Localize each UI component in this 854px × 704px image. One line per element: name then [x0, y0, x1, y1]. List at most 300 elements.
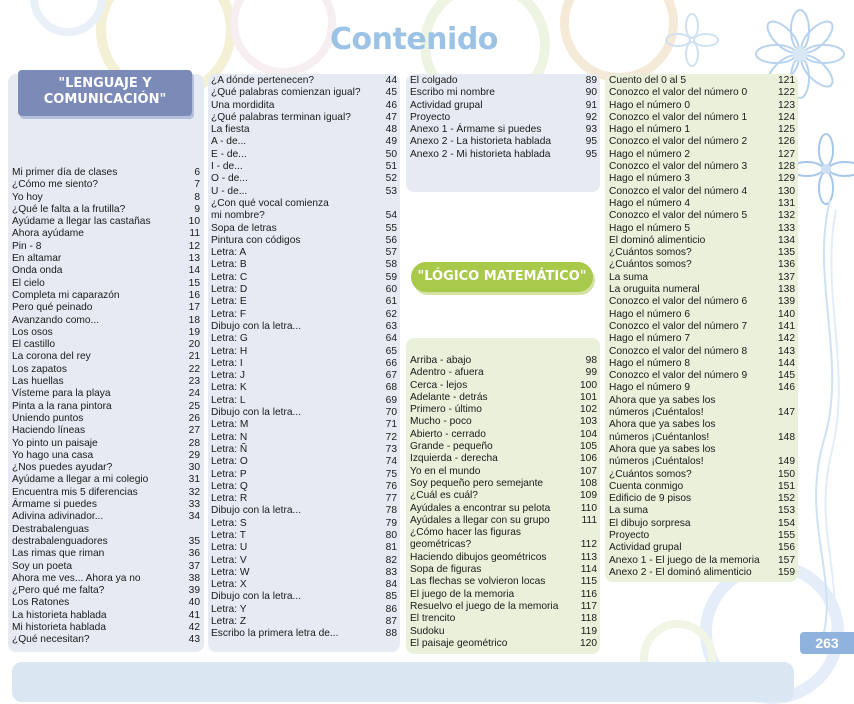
toc-entry — [410, 601, 597, 613]
toc-entry-title: El juego de la memoria — [410, 588, 515, 600]
toc-entry-title: Pero qué peinado — [12, 302, 93, 314]
toc-entry-title: Hago el número 0 — [609, 99, 690, 111]
toc-entry — [609, 370, 795, 382]
toc-entry — [211, 124, 397, 136]
toc-entry — [609, 100, 795, 112]
toc-entry-title: Resuelvo el juego de la memoria — [410, 600, 559, 612]
toc-entry-page: 101 — [580, 391, 597, 403]
toc-entry — [12, 315, 200, 327]
toc-entry-page: 55 — [385, 222, 397, 234]
toc-entry — [609, 75, 795, 87]
toc-entry-page: 21 — [188, 351, 200, 363]
toc-entry-title: Cuenta conmigo — [609, 480, 684, 492]
toc-entry-title: Adelante - detrás — [410, 391, 488, 403]
toc-entry-title: Adivina adivinador... — [12, 511, 104, 523]
toc-entry — [211, 186, 397, 198]
toc-entry-page: 151 — [778, 480, 795, 492]
toc-entry — [211, 591, 397, 603]
toc-entry-title: Las rimas que riman — [12, 548, 105, 560]
toc-entry — [12, 610, 200, 622]
toc-entry-page: 46 — [385, 99, 397, 111]
toc-entry-title: Anexo 2 - La historieta hablada — [410, 136, 552, 148]
toc-entry-page: 157 — [778, 554, 795, 566]
toc-entry-title: Proyecto — [609, 529, 650, 541]
toc-entry-page: 137 — [778, 271, 795, 283]
toc-entry — [609, 358, 795, 370]
toc-entry-page: 123 — [778, 99, 795, 111]
toc-entry-page: 114 — [580, 564, 597, 576]
toc-entry — [211, 149, 397, 161]
toc-entry-title: Adentro - afuera — [410, 367, 484, 379]
toc-entry-title: U - de... — [211, 185, 248, 197]
toc-entry-title: Actividad grupal — [410, 99, 483, 111]
toc-entry — [410, 404, 597, 416]
toc-entry-page: 111 — [581, 514, 597, 526]
toc-entry — [12, 561, 200, 573]
toc-entry-page: 124 — [778, 111, 795, 123]
toc-entry — [211, 469, 397, 481]
toc-entry-title: Pintura con códigos — [211, 234, 301, 246]
toc-entry-title: Letra: U — [211, 542, 248, 554]
toc-entry-page: 38 — [188, 572, 200, 584]
toc-entry-title: Letra: C — [211, 271, 248, 283]
toc-entry — [12, 290, 200, 302]
footer-band — [12, 662, 794, 702]
toc-entry — [12, 278, 200, 290]
toc-entry-title: Conozco el valor del número 6 — [609, 296, 748, 308]
toc-entry-page: 57 — [385, 247, 397, 259]
toc-entry-page: 30 — [188, 462, 200, 474]
toc-entry — [609, 456, 795, 468]
toc-entry-page: 37 — [188, 560, 200, 572]
toc-entry-title: Edificio de 9 pisos — [609, 493, 692, 505]
toc-entry-page: 23 — [188, 376, 200, 388]
toc-entry — [609, 530, 795, 542]
toc-entry-title: Hago el número 9 — [609, 382, 690, 394]
toc-entry-title: Yo pinto un paisaje — [12, 437, 98, 449]
toc-entry — [410, 564, 597, 576]
toc-entry-page: 153 — [778, 505, 795, 517]
toc-entry-title: Ahora me ves... Ahora ya no — [12, 572, 141, 584]
toc-entry-title: ¿Cuántos somos? — [609, 247, 692, 259]
toc-entry — [211, 481, 397, 493]
decorative-circle — [560, 0, 678, 82]
toc-entry-page: 79 — [385, 517, 397, 529]
toc-entry-page: 67 — [385, 370, 397, 382]
toc-entry-page: 71 — [385, 419, 397, 431]
toc-entry-page: 27 — [188, 425, 200, 437]
toc-entry — [12, 536, 200, 548]
toc-entry-title: La oruguita numeral — [609, 284, 700, 296]
toc-entry-title: El cielo — [12, 277, 45, 289]
toc-entry — [211, 456, 397, 468]
toc-entry — [12, 438, 200, 450]
toc-entry-page: 6 — [194, 167, 200, 178]
toc-entry-page: 76 — [385, 480, 397, 492]
toc-entry-page: 104 — [580, 428, 597, 440]
toc-entry — [410, 87, 597, 99]
toc-entry — [609, 518, 795, 530]
toc-entry-title: Mi historieta hablada — [12, 621, 107, 633]
toc-column-3-top — [410, 75, 597, 161]
toc-entry-title: Yo hoy — [12, 191, 43, 203]
toc-entry — [211, 358, 397, 370]
toc-entry-page: 33 — [188, 499, 200, 511]
toc-entry — [12, 179, 200, 191]
toc-entry-title: Yo en el mundo — [410, 465, 481, 477]
toc-entry-page: 121 — [778, 75, 795, 86]
toc-entry-title: Cerca - lejos — [410, 379, 468, 391]
toc-entry — [609, 444, 795, 456]
decorative-circle — [30, 0, 106, 36]
toc-entry — [609, 407, 795, 419]
toc-entry — [12, 597, 200, 609]
toc-entry-page: 52 — [385, 173, 397, 185]
toc-entry-page: 40 — [188, 597, 200, 609]
toc-entry — [410, 515, 597, 527]
toc-entry-page: 11 — [189, 228, 200, 240]
toc-entry — [12, 401, 200, 413]
toc-entry-title: Letra: Q — [211, 480, 248, 492]
toc-entry — [211, 407, 397, 419]
toc-entry-title: Actividad grupal — [609, 542, 682, 554]
toc-entry-page: 116 — [580, 588, 597, 600]
toc-entry-title: Letra: O — [211, 456, 248, 468]
toc-entry-page: 83 — [385, 566, 397, 578]
toc-entry — [609, 235, 795, 247]
toc-entry-page: 80 — [385, 529, 397, 541]
toc-entry-page: 73 — [385, 443, 397, 455]
toc-entry — [211, 604, 397, 616]
toc-entry-page: 44 — [385, 75, 397, 86]
toc-entry-page: 45 — [385, 87, 397, 99]
toc-entry-title: ¿Nos puedes ayudar? — [12, 462, 113, 474]
toc-entry-page: 64 — [385, 333, 397, 345]
toc-entry-page: 78 — [385, 505, 397, 517]
toc-entry-title: Hago el número 1 — [609, 124, 690, 136]
toc-entry — [12, 192, 200, 204]
toc-entry-page: 146 — [778, 382, 795, 394]
toc-entry-title: Haciendo líneas — [12, 425, 86, 437]
toc-entry — [410, 100, 597, 112]
toc-entry-page: 103 — [580, 416, 597, 428]
toc-entry-title: Letra: N — [211, 431, 248, 443]
toc-entry-page: 102 — [580, 404, 597, 416]
toc-entry — [211, 382, 397, 394]
toc-entry-page: 142 — [778, 333, 795, 345]
toc-entry-page: 61 — [385, 296, 397, 308]
toc-entry-page: 95 — [585, 148, 597, 160]
toc-entry-page: 135 — [778, 247, 795, 259]
toc-entry — [12, 425, 200, 437]
toc-entry — [410, 576, 597, 588]
toc-entry — [12, 302, 200, 314]
toc-entry-title: ¿Cuántos somos? — [609, 468, 692, 480]
toc-entry — [609, 505, 795, 517]
toc-entry-title: ¿Cuál es cuál? — [410, 490, 478, 502]
toc-entry-title: Hago el número 2 — [609, 148, 690, 160]
toc-entry — [12, 216, 200, 228]
toc-entry — [609, 186, 795, 198]
toc-entry-page: 81 — [385, 542, 397, 554]
toc-entry-page: 150 — [778, 468, 795, 480]
toc-entry — [211, 198, 397, 210]
toc-entry-page: 8 — [194, 191, 200, 203]
toc-entry — [410, 355, 597, 367]
toc-entry-page: 22 — [188, 363, 200, 375]
toc-entry — [609, 259, 795, 271]
flower-decoration-icon — [664, 12, 720, 68]
toc-entry-page: 60 — [385, 284, 397, 296]
toc-entry-page: 32 — [188, 486, 200, 498]
toc-entry-title: Dibujo con la letra... — [211, 407, 302, 419]
toc-entry — [410, 429, 597, 441]
toc-entry-title: Letra: T — [211, 529, 246, 541]
toc-entry — [12, 339, 200, 351]
toc-entry-title: Conozco el valor del número 7 — [609, 320, 748, 332]
toc-entry — [12, 450, 200, 462]
toc-entry-page: 93 — [585, 124, 597, 136]
toc-entry — [410, 552, 597, 564]
toc-entry-title: Mi primer día de clases — [12, 167, 118, 178]
toc-entry — [12, 364, 200, 376]
toc-entry — [609, 223, 795, 235]
toc-entry-title: Arriba - abajo — [410, 355, 472, 366]
toc-entry-title: Letra: S — [211, 517, 247, 529]
toc-entry-page: 59 — [385, 271, 397, 283]
toc-entry — [211, 112, 397, 124]
toc-entry — [609, 198, 795, 210]
toc-entry-title: Letra: P — [211, 468, 247, 480]
toc-entry-page: 129 — [778, 173, 795, 185]
decorative-circle — [230, 0, 336, 76]
toc-entry — [12, 241, 200, 253]
toc-entry-page: 138 — [778, 284, 795, 296]
toc-entry-title: Los osos — [12, 326, 53, 338]
toc-entry-page: 14 — [188, 265, 200, 277]
toc-entry-title: ¿Cómo hacer las figuras — [410, 527, 521, 539]
toc-entry-title: Conozco el valor del número 1 — [609, 111, 748, 123]
toc-entry-page: 149 — [778, 456, 795, 468]
toc-entry-title: En altamar — [12, 253, 62, 265]
toc-entry — [211, 87, 397, 99]
toc-entry — [12, 634, 200, 646]
toc-entry — [609, 469, 795, 481]
toc-entry-page: 53 — [385, 185, 397, 197]
toc-entry-title: Letra: V — [211, 554, 247, 566]
toc-entry-title: Los Ratones — [12, 597, 70, 609]
toc-entry-title: A - de... — [211, 136, 247, 148]
toc-entry-title: Anexo 1 - Ármame si puedes — [410, 124, 542, 136]
toc-entry-page: 28 — [188, 437, 200, 449]
toc-entry-page: 85 — [385, 591, 397, 603]
toc-entry — [211, 444, 397, 456]
toc-entry-page: 117 — [580, 600, 597, 612]
toc-entry-page: 41 — [188, 609, 200, 621]
toc-entry — [12, 622, 200, 634]
toc-entry — [211, 555, 397, 567]
toc-entry-title: ¿Qué palabras comienzan igual? — [211, 87, 361, 99]
toc-entry-title: Avanzando como... — [12, 314, 100, 326]
toc-entry-page: 10 — [188, 216, 200, 228]
toc-entry-title: Pin - 8 — [12, 240, 42, 252]
toc-entry-title: Conozco el valor del número 9 — [609, 370, 748, 382]
toc-entry-title: Las flechas se volvieron locas — [410, 576, 546, 588]
toc-entry-title: ¿Cómo me siento? — [12, 179, 99, 191]
toc-entry — [609, 173, 795, 185]
toc-entry — [12, 167, 200, 179]
toc-entry-title: Soy pequeño pero semejante — [410, 477, 544, 489]
toc-entry — [410, 124, 597, 136]
toc-entry-title: Conozco el valor del número 4 — [609, 185, 748, 197]
toc-entry — [410, 626, 597, 638]
flower-decoration-icon — [796, 130, 854, 210]
toc-entry-page: 139 — [778, 296, 795, 308]
toc-entry-page: 128 — [778, 161, 795, 173]
toc-entry-title: El paisaje geométrico — [410, 637, 508, 649]
toc-entry-page: 86 — [385, 603, 397, 615]
toc-entry-page: 7 — [194, 179, 200, 191]
toc-entry — [609, 136, 795, 148]
toc-column-1 — [12, 167, 200, 647]
toc-entry-page: 155 — [778, 529, 795, 541]
toc-entry — [609, 149, 795, 161]
toc-entry-title: destrabalenguadores — [12, 535, 108, 547]
toc-entry-page: 119 — [580, 625, 597, 637]
toc-entry — [12, 462, 200, 474]
toc-entry-title: Letra: D — [211, 284, 248, 296]
toc-entry-page: 34 — [188, 511, 200, 523]
toc-entry — [12, 548, 200, 560]
toc-entry-page: 20 — [188, 339, 200, 351]
toc-entry-title: E - de... — [211, 148, 247, 160]
toc-entry — [211, 333, 397, 345]
toc-entry — [609, 161, 795, 173]
toc-entry-title: Letra: K — [211, 382, 247, 394]
toc-entry-title: Uniendo puntos — [12, 412, 84, 424]
toc-entry-title: ¿Qué le falta a la frutilla? — [12, 203, 126, 215]
toc-entry-page: 12 — [188, 240, 200, 252]
toc-entry — [609, 210, 795, 222]
toc-entry-page: 16 — [188, 289, 200, 301]
toc-entry-page: 141 — [778, 320, 795, 332]
toc-entry-title: ¿Qué palabras terminan igual? — [211, 111, 351, 123]
toc-entry-title: Ahora que ya sabes los — [609, 419, 716, 431]
toc-entry — [410, 466, 597, 478]
toc-entry-title: Conozco el valor del número 2 — [609, 136, 748, 148]
toc-entry-page: 145 — [778, 370, 795, 382]
toc-entry-title: Letra: E — [211, 296, 247, 308]
toc-entry-title: Ahora ayúdame — [12, 228, 84, 240]
toc-entry-page: 63 — [385, 320, 397, 332]
toc-entry — [211, 100, 397, 112]
toc-entry-page: 118 — [580, 613, 597, 625]
toc-entry-page: 131 — [778, 197, 795, 209]
toc-entry-page: 62 — [385, 308, 397, 320]
toc-entry-title: Hago el número 4 — [609, 197, 690, 209]
toc-entry-title: La suma — [609, 505, 649, 517]
toc-entry — [410, 503, 597, 515]
toc-entry-page: 144 — [778, 357, 795, 369]
toc-entry-title: Dibujo con la letra... — [211, 320, 302, 332]
toc-entry — [211, 210, 397, 222]
toc-entry-page: 68 — [385, 382, 397, 394]
toc-entry — [211, 173, 397, 185]
toc-entry — [211, 579, 397, 591]
toc-entry-title: O - de... — [211, 173, 248, 185]
toc-entry-page: 74 — [385, 456, 397, 468]
toc-entry-title: Sopa de letras — [211, 222, 277, 234]
toc-entry — [211, 296, 397, 308]
toc-entry-page: 75 — [385, 468, 397, 480]
toc-entry-page: 143 — [778, 345, 795, 357]
toc-entry — [609, 284, 795, 296]
toc-entry — [12, 499, 200, 511]
toc-entry — [609, 124, 795, 136]
toc-entry — [609, 395, 795, 407]
toc-entry — [12, 573, 200, 585]
toc-entry-page: 19 — [188, 326, 200, 338]
toc-entry — [609, 481, 795, 493]
toc-entry-title: Una mordidita — [211, 99, 275, 111]
toc-entry — [211, 309, 397, 321]
toc-entry — [609, 432, 795, 444]
logico-section-badge: "LÓGICO MATEMÁTICO" — [411, 262, 593, 292]
toc-entry-title: Letra: L — [211, 394, 246, 406]
toc-entry-title: Hago el número 8 — [609, 357, 690, 369]
toc-entry — [12, 376, 200, 388]
toc-entry-title: Letra: X — [211, 579, 247, 591]
toc-entry-title: Primero - último — [410, 404, 482, 416]
toc-entry — [211, 223, 397, 235]
toc-entry-title: Soy un poeta — [12, 560, 73, 572]
toc-entry — [12, 474, 200, 486]
toc-entry — [609, 247, 795, 259]
toc-entry — [12, 253, 200, 265]
toc-entry-page: 108 — [580, 477, 597, 489]
toc-entry — [211, 370, 397, 382]
toc-column-2 — [211, 75, 397, 641]
toc-entry-page: 84 — [385, 579, 397, 591]
toc-entry — [609, 542, 795, 554]
toc-entry — [410, 149, 597, 161]
toc-entry-title: ¿A dónde pertenecen? — [211, 75, 315, 86]
toc-entry — [609, 309, 795, 321]
toc-entry-page: 98 — [585, 355, 597, 366]
toc-entry-title: El trencito — [410, 613, 456, 625]
toc-entry — [12, 511, 200, 523]
toc-entry — [12, 585, 200, 597]
page-number: 263 — [800, 632, 854, 654]
toc-entry — [410, 638, 597, 650]
toc-entry — [12, 204, 200, 216]
toc-entry-title: Letra: J — [211, 370, 245, 382]
toc-entry-page: 99 — [585, 367, 597, 379]
toc-entry-title: Letra: Y — [211, 603, 247, 615]
toc-entry-page: 35 — [188, 535, 200, 547]
toc-entry-title: ¿Pero qué me falta? — [12, 585, 105, 597]
toc-entry-page: 105 — [580, 441, 597, 453]
toc-entry-page: 140 — [778, 308, 795, 320]
toc-entry — [609, 321, 795, 333]
toc-entry — [12, 351, 200, 363]
toc-entry — [410, 490, 597, 502]
toc-entry — [410, 136, 597, 148]
toc-entry-title: Conozco el valor del número 5 — [609, 210, 748, 222]
toc-entry-page: 48 — [385, 124, 397, 136]
page-title: Contenido — [330, 22, 498, 57]
toc-entry-page: 91 — [585, 99, 597, 111]
